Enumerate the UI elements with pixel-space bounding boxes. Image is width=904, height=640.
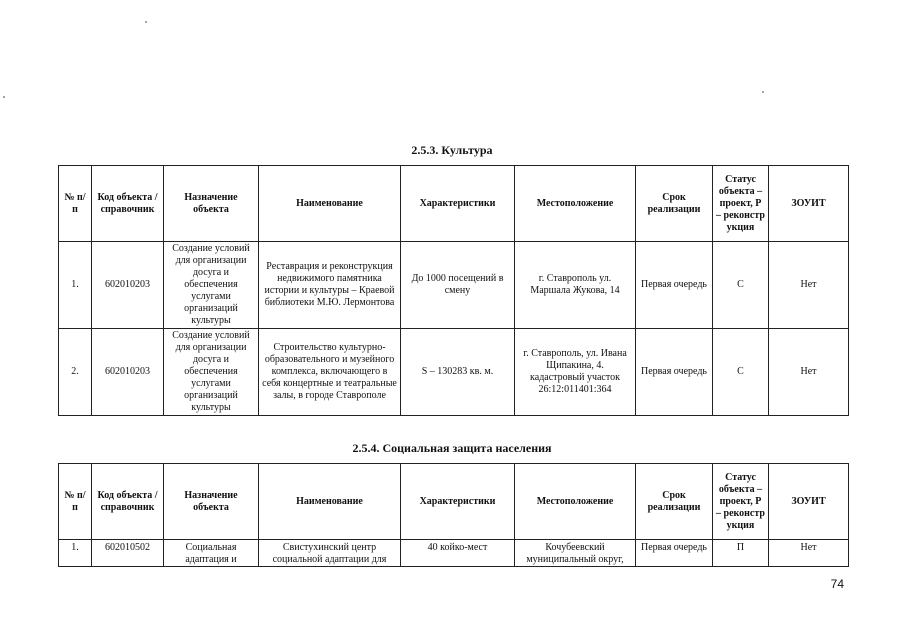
header-purpose: Назначение объекта [164, 464, 259, 540]
header-term: Срок реализации [636, 464, 713, 540]
header-location: Местоположение [515, 166, 636, 242]
page-number: 74 [830, 577, 844, 591]
header-num: № п/п [59, 166, 92, 242]
cell-num: 1. [59, 540, 92, 567]
cell-purpose: Создание условий для организации досуга и обеспечения услугами организаций культуры [164, 329, 259, 416]
header-purpose: Назначение объекта [164, 166, 259, 242]
cell-status: С [713, 242, 769, 329]
cell-code: 602010502 [92, 540, 164, 567]
cell-location: г. Ставрополь, ул. Ивана Щипакина, 4. кадастровый участок 26:12:011401:364 [515, 329, 636, 416]
cell-status: С [713, 329, 769, 416]
cell-term: Первая очередь [636, 329, 713, 416]
scan-speck [145, 21, 147, 23]
cell-code: 602010203 [92, 242, 164, 329]
header-term: Срок реализации [636, 166, 713, 242]
cell-purpose: Социальная адаптация и [164, 540, 259, 567]
cell-name: Свистухинский центр социальной адаптации для [259, 540, 401, 567]
scan-speck [762, 91, 764, 93]
header-code: Код объекта / справочник [92, 166, 164, 242]
header-num: № п/п [59, 464, 92, 540]
cell-status: П [713, 540, 769, 567]
cell-name: Реставрация и реконструкция недвижимого памятника истории и культуры – Краевой библиотеки М.Ю. Лермонтова [259, 242, 401, 329]
table-row [59, 329, 849, 416]
header-status: Статус объекта – проект, Р – реконстр укция [713, 166, 769, 242]
cell-term: Первая очередь [636, 540, 713, 567]
header-status: Статус объекта – проект, Р – реконстр укция [713, 464, 769, 540]
header-name: Наименование [259, 464, 401, 540]
section-title-social: 2.5.4. Социальная защита населения [352, 441, 552, 455]
cell-characteristics: До 1000 посещений в смену [401, 242, 515, 329]
header-characteristics: Характеристики [401, 166, 515, 242]
cell-characteristics: 40 койко-мест [401, 540, 515, 567]
cell-zouit: Нет [769, 242, 849, 329]
cell-location: г. Ставрополь ул. Маршала Жукова, 14 [515, 242, 636, 329]
cell-location: Кочубеевский муниципальный округ, [515, 540, 636, 567]
social-table [58, 463, 849, 567]
scan-speck [3, 96, 5, 98]
cell-name: Строительство культурно-образовательного и музейного комплекса, включающего в себя концертные и театральные залы, в городе Ставрополе [259, 329, 401, 416]
cell-num: 2. [59, 329, 92, 416]
header-characteristics: Характеристики [401, 464, 515, 540]
table-header-row [59, 464, 849, 540]
cell-purpose: Создание условий для организации досуга и обеспечения услугами организаций культуры [164, 242, 259, 329]
section-title-culture: 2.5.3. Культура [411, 143, 493, 157]
cell-term: Первая очередь [636, 242, 713, 329]
header-zouit: ЗОУИТ [769, 166, 849, 242]
header-name: Наименование [259, 166, 401, 242]
cell-characteristics: S – 130283 кв. м. [401, 329, 515, 416]
header-code: Код объекта / справочник [92, 464, 164, 540]
cell-zouit: Нет [769, 329, 849, 416]
culture-table [58, 165, 849, 416]
cell-num: 1. [59, 242, 92, 329]
cell-zouit: Нет [769, 540, 849, 567]
header-zouit: ЗОУИТ [769, 464, 849, 540]
cell-code: 602010203 [92, 329, 164, 416]
table-row [59, 242, 849, 329]
table-row [59, 540, 849, 567]
table-header-row [59, 166, 849, 242]
header-location: Местоположение [515, 464, 636, 540]
